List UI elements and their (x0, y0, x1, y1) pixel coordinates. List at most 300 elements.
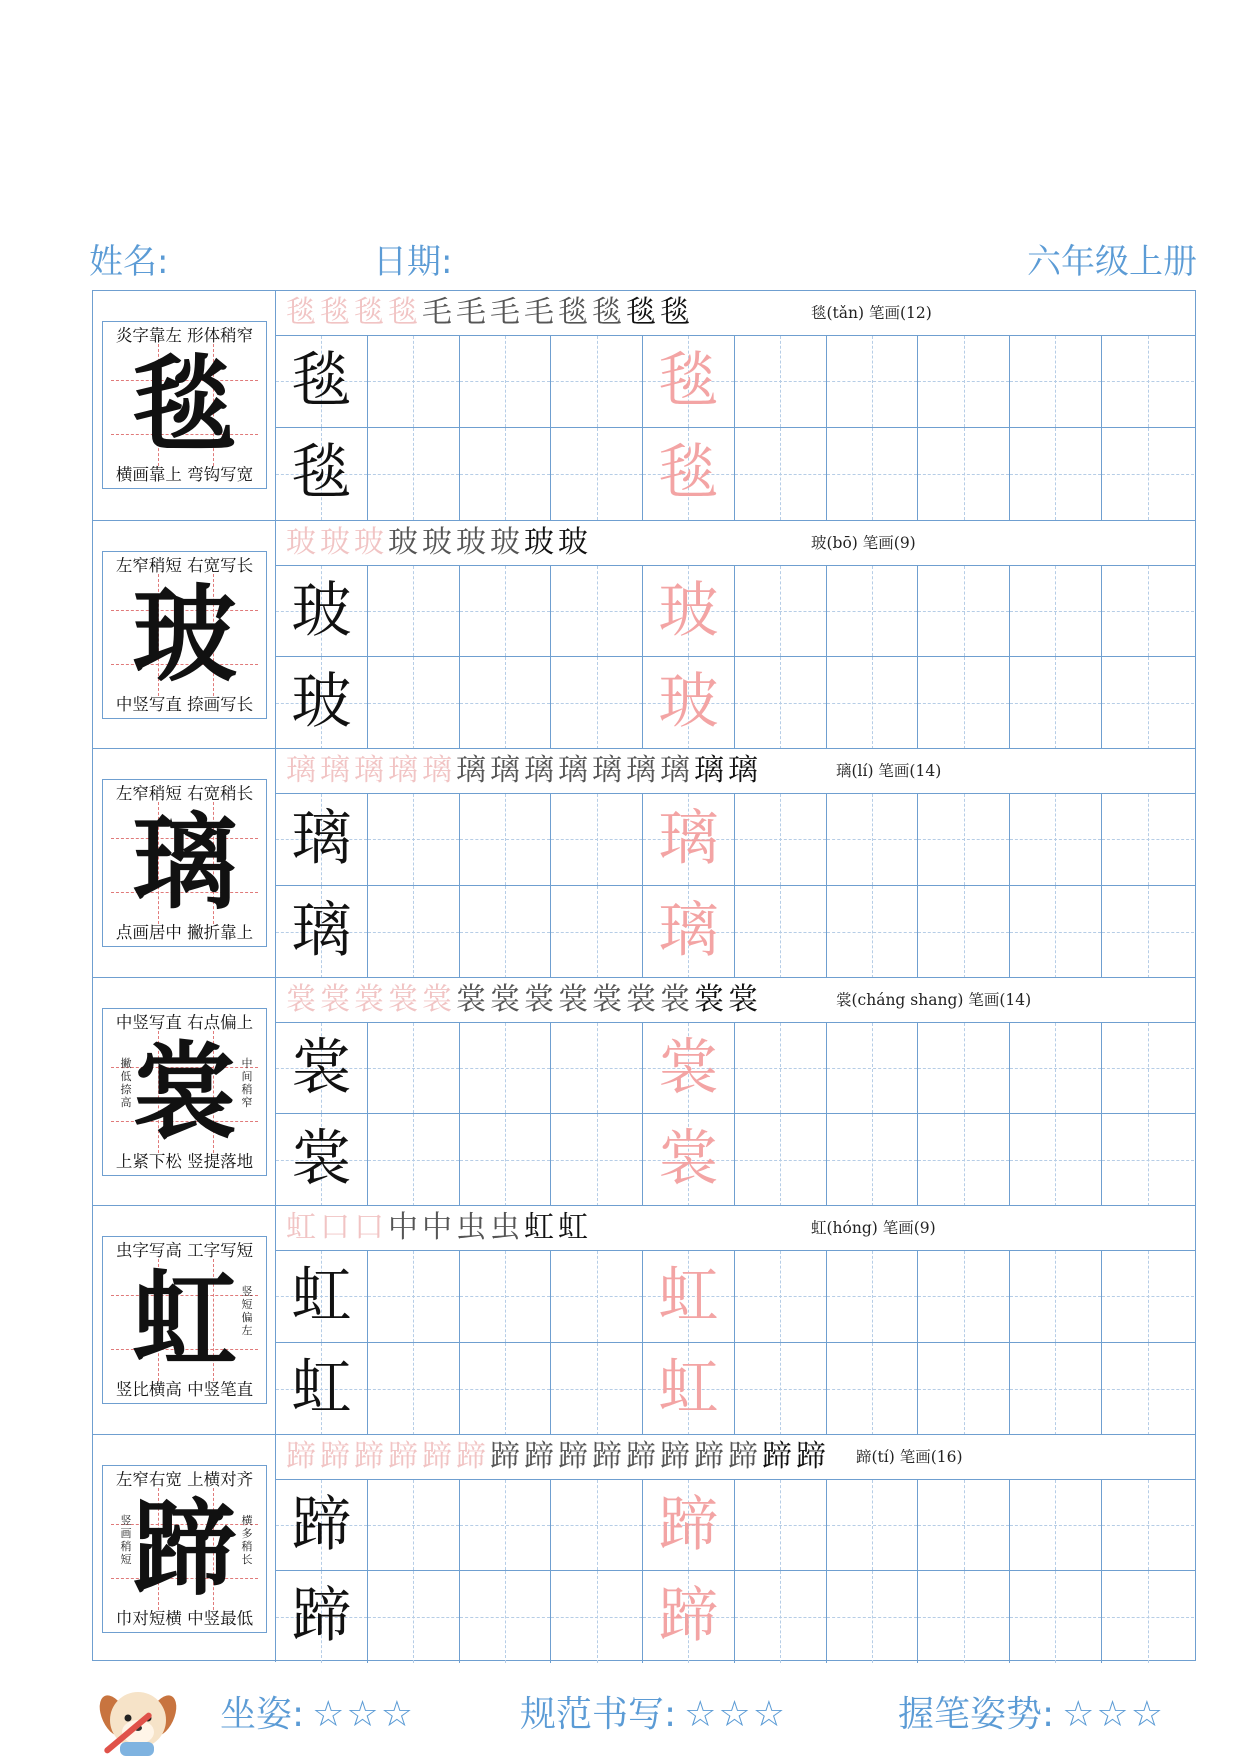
tip-bottom: 竖比横高 中竖笔直 (115, 1380, 254, 1399)
tian-grid-cell[interactable] (368, 566, 460, 657)
stroke-sequence (286, 1437, 830, 1477)
example-char: 玻 (291, 575, 352, 646)
tian-grid-cell[interactable] (1102, 1251, 1194, 1342)
tian-grid-cell[interactable] (368, 794, 460, 885)
tian-grid-cell[interactable] (460, 428, 552, 520)
stroke-step: 玻 (320, 524, 350, 560)
tian-grid-cell[interactable] (1010, 1023, 1102, 1114)
tip-top: 左窄稍短 右宽写长 (115, 555, 254, 575)
stroke-step: 玻 (524, 524, 554, 560)
practice-area (276, 749, 1195, 977)
trace-char: 裳 (658, 1124, 719, 1195)
stroke-order-strip (276, 978, 1195, 1023)
tian-grid-cell[interactable] (1010, 657, 1102, 749)
tian-grid-cell[interactable] (918, 1251, 1010, 1342)
example-char: 毯 (291, 437, 352, 508)
trace-char: 璃 (658, 895, 719, 966)
tian-grid-cell[interactable] (1010, 1343, 1102, 1435)
char-block (93, 977, 1195, 1206)
model-card (102, 1236, 267, 1404)
practice-grid (276, 566, 1195, 750)
practice-row (276, 336, 1195, 428)
stroke-step: 毯 (354, 295, 384, 330)
tian-grid-cell[interactable] (1010, 886, 1102, 978)
grade-label: 六年级上册 (1027, 242, 1197, 282)
tian-grid-cell[interactable] (551, 1251, 643, 1342)
pinyin-stroke-count: 裳(cháng shang) 笔画(14) (836, 990, 1032, 1009)
writing-label: 规范书写: (520, 1694, 677, 1735)
practice-grid (276, 1023, 1195, 1207)
tian-grid-cell[interactable] (368, 1480, 460, 1571)
tian-grid-cell[interactable] (1102, 1114, 1194, 1206)
tian-grid-cell[interactable] (1102, 566, 1194, 657)
tian-grid-cell[interactable] (918, 428, 1010, 520)
stroke-step: 璃 (388, 753, 418, 788)
tian-grid-cell[interactable] (918, 1023, 1010, 1114)
stroke-step: 璃 (456, 753, 486, 788)
char-block (93, 520, 1195, 749)
char-block (93, 748, 1195, 977)
tian-grid-cell[interactable] (918, 1480, 1010, 1571)
pinyin-stroke-count: 蹄(tí) 笔画(16) (856, 1447, 963, 1466)
stroke-step: 裳 (388, 981, 418, 1017)
model-card (102, 321, 267, 489)
tian-grid-cell[interactable] (1102, 794, 1194, 885)
tian-grid-cell[interactable] (551, 886, 643, 978)
tian-grid-cell[interactable] (735, 794, 827, 885)
tian-grid-cell[interactable] (551, 428, 643, 520)
trace-char: 裳 (658, 1032, 719, 1103)
tian-grid-cell[interactable] (735, 657, 827, 749)
practice-row (276, 428, 1195, 520)
tian-grid-cell[interactable] (827, 428, 919, 520)
tian-grid-cell[interactable] (551, 566, 643, 657)
tian-grid-cell[interactable] (460, 1114, 552, 1206)
tian-grid-cell[interactable] (551, 1023, 643, 1114)
stroke-step: 裳 (660, 981, 690, 1017)
stroke-order-strip (276, 521, 1195, 566)
side-tip-left: 撇低捺高 (120, 1056, 132, 1109)
tian-grid-cell[interactable] (276, 428, 368, 520)
pinyin-stroke-count: 毯(tǎn) 笔画(12) (811, 304, 932, 322)
trace-char: 蹄 (658, 1581, 719, 1652)
tian-grid-cell[interactable] (735, 566, 827, 657)
stroke-step: 蹄 (626, 1438, 656, 1474)
stroke-step: 蹄 (354, 1438, 384, 1474)
stroke-step: 裳 (558, 981, 588, 1017)
stroke-order-strip (276, 1206, 1195, 1251)
writing-stars[interactable]: ☆☆☆ (684, 1694, 787, 1735)
tian-grid-cell[interactable] (1010, 428, 1102, 520)
tian-grid-cell[interactable] (460, 886, 552, 978)
stroke-step: 毛 (456, 295, 486, 330)
pinyin-stroke-count: 璃(lí) 笔画(14) (836, 762, 942, 780)
example-char: 蹄 (291, 1581, 352, 1652)
tip-bottom: 巾对短横 中竖最低 (115, 1608, 254, 1628)
practice-row (276, 657, 1195, 749)
tian-grid-cell[interactable] (827, 1023, 919, 1114)
tian-grid-cell[interactable] (368, 1571, 460, 1663)
tian-grid-cell[interactable] (643, 1480, 735, 1571)
side-tip-right: 竖短偏左 (241, 1285, 253, 1337)
tip-top: 炎字靠左 形体稍窄 (115, 326, 254, 345)
model-panel (93, 521, 276, 749)
stroke-step: 口 (320, 1210, 350, 1245)
stroke-step: 虫 (490, 1210, 520, 1245)
tian-grid-cell[interactable] (643, 1114, 735, 1206)
char-block (93, 291, 1195, 520)
trace-char: 毯 (658, 346, 719, 416)
tian-grid-cell[interactable] (368, 657, 460, 749)
stroke-step: 璃 (422, 753, 452, 788)
practice-row (276, 1251, 1195, 1343)
stroke-step: 口 (354, 1210, 384, 1245)
practice-grid (276, 1251, 1195, 1435)
tian-grid-cell[interactable] (551, 657, 643, 749)
tian-grid-cell[interactable] (735, 1251, 827, 1342)
stroke-step: 裳 (592, 981, 622, 1017)
trace-char: 玻 (658, 667, 719, 738)
stroke-step: 蹄 (388, 1438, 418, 1474)
tian-grid-cell[interactable] (368, 1251, 460, 1342)
stroke-step: 裳 (354, 981, 384, 1017)
tian-grid-cell[interactable] (1010, 1251, 1102, 1342)
practice-grid (276, 1480, 1195, 1664)
tip-top: 虫字写高 工字写短 (115, 1241, 254, 1260)
tian-grid-cell[interactable] (460, 1251, 552, 1342)
posture-rating (220, 1685, 415, 1745)
stroke-step: 毛 (422, 295, 452, 330)
tian-grid-cell[interactable] (460, 1480, 552, 1571)
example-char: 毯 (291, 346, 352, 416)
tip-bottom: 横画靠上 弯钩写宽 (115, 465, 254, 484)
tian-grid-cell[interactable] (827, 566, 919, 657)
tian-grid-cell[interactable] (460, 566, 552, 657)
tian-grid-cell[interactable] (1010, 1114, 1102, 1206)
tian-grid-cell[interactable] (643, 794, 735, 885)
tian-grid-cell[interactable] (827, 886, 919, 978)
model-char: 毯 (132, 343, 237, 466)
grip-rating (898, 1685, 1165, 1745)
tian-grid-cell[interactable] (460, 1343, 552, 1435)
tian-grid-cell[interactable] (460, 1571, 552, 1663)
tian-grid-cell[interactable] (551, 794, 643, 885)
practice-grid (276, 336, 1195, 520)
tian-grid-cell[interactable] (643, 428, 735, 520)
stroke-step: 璃 (320, 753, 350, 788)
tian-grid-cell[interactable] (1010, 1480, 1102, 1571)
stroke-step: 蹄 (592, 1438, 622, 1474)
tian-grid-cell[interactable] (368, 1023, 460, 1114)
stroke-step: 璃 (728, 753, 758, 788)
tian-grid-cell[interactable] (643, 1023, 735, 1114)
tian-grid-cell[interactable] (735, 1480, 827, 1571)
stroke-step: 裳 (490, 981, 520, 1017)
tip-bottom: 中竖写直 捺画写长 (115, 694, 254, 714)
tian-grid-cell[interactable] (1102, 1480, 1194, 1571)
model-card (102, 1008, 267, 1176)
stroke-step: 玻 (388, 524, 418, 560)
tian-grid-cell[interactable] (735, 1571, 827, 1663)
tian-grid-cell[interactable] (1102, 657, 1194, 749)
tian-grid-cell[interactable] (827, 794, 919, 885)
tip-top: 左窄稍短 右宽稍长 (115, 784, 254, 803)
stroke-step: 璃 (524, 753, 554, 788)
tian-grid-cell[interactable] (1102, 428, 1194, 520)
stroke-step: 璃 (490, 753, 520, 788)
tian-grid-cell[interactable] (368, 1343, 460, 1435)
stroke-step: 中 (422, 1210, 452, 1245)
stroke-step: 璃 (354, 753, 384, 788)
tian-grid-cell[interactable] (276, 336, 368, 427)
model-panel (93, 749, 276, 977)
stroke-step: 虹 (286, 1210, 316, 1245)
example-char: 裳 (291, 1124, 352, 1195)
example-char: 虹 (291, 1352, 352, 1423)
practice-area (276, 978, 1195, 1206)
practice-row (276, 794, 1195, 886)
practice-row (276, 1343, 1195, 1435)
practice-grid (276, 794, 1195, 978)
tian-grid-cell[interactable] (1102, 336, 1194, 427)
practice-row (276, 1480, 1195, 1572)
stroke-sequence (286, 523, 592, 563)
tian-grid-cell[interactable] (276, 1480, 368, 1571)
tian-grid-cell[interactable] (276, 657, 368, 749)
stroke-step: 蹄 (694, 1438, 724, 1474)
puppy-mascot-icon (90, 1676, 186, 1756)
example-char: 玻 (291, 667, 352, 738)
model-char: 虹 (132, 1258, 237, 1381)
stroke-step: 裳 (626, 981, 656, 1017)
tian-grid-cell[interactable] (1102, 1571, 1194, 1663)
tian-grid-cell[interactable] (735, 886, 827, 978)
stroke-step: 裳 (694, 981, 724, 1017)
tian-grid-cell[interactable] (643, 1251, 735, 1342)
tian-grid-cell[interactable] (1010, 1571, 1102, 1663)
model-card (102, 779, 267, 947)
tian-grid-cell[interactable] (276, 886, 368, 978)
stroke-step: 蹄 (558, 1438, 588, 1474)
tian-grid-cell[interactable] (368, 336, 460, 427)
stroke-step: 毯 (660, 295, 690, 330)
stroke-step: 璃 (694, 753, 724, 788)
tian-grid-cell[interactable] (276, 1571, 368, 1663)
tian-grid-cell[interactable] (827, 1251, 919, 1342)
stroke-step: 毛 (524, 295, 554, 330)
stroke-step: 虹 (558, 1210, 588, 1245)
stroke-step: 裳 (456, 981, 486, 1017)
tian-grid-cell[interactable] (643, 1571, 735, 1663)
stroke-step: 璃 (626, 753, 656, 788)
tian-grid-cell[interactable] (551, 1480, 643, 1571)
char-block (93, 1205, 1195, 1434)
stroke-step: 毯 (558, 295, 588, 330)
tian-grid-cell[interactable] (827, 1114, 919, 1206)
tian-grid-cell[interactable] (735, 1023, 827, 1114)
tian-grid-cell[interactable] (735, 1114, 827, 1206)
char-block (93, 1434, 1195, 1663)
stroke-step: 毯 (388, 295, 418, 330)
stroke-step: 毯 (626, 295, 656, 330)
stroke-step: 虹 (524, 1210, 554, 1245)
stroke-step: 蹄 (422, 1438, 452, 1474)
tian-grid-cell[interactable] (735, 1343, 827, 1435)
practice-row (276, 1023, 1195, 1115)
tian-grid-cell[interactable] (460, 657, 552, 749)
example-char: 虹 (291, 1261, 352, 1331)
stroke-step: 玻 (286, 524, 316, 560)
stroke-step: 裳 (286, 981, 316, 1017)
trace-char: 虹 (658, 1261, 719, 1331)
tip-bottom: 上紧下松 竖提落地 (115, 1151, 254, 1171)
posture-label: 坐姿: (220, 1694, 305, 1735)
tian-grid-cell[interactable] (827, 657, 919, 749)
stroke-step: 蹄 (456, 1438, 486, 1474)
trace-char: 璃 (658, 804, 719, 874)
stroke-step: 毛 (490, 295, 520, 330)
stroke-step: 玻 (456, 524, 486, 560)
tian-grid-cell[interactable] (918, 886, 1010, 978)
stroke-step: 虫 (456, 1210, 486, 1245)
stroke-step: 玻 (422, 524, 452, 560)
tian-grid-cell[interactable] (551, 1343, 643, 1435)
tian-grid-cell[interactable] (460, 336, 552, 427)
stroke-step: 裳 (320, 981, 350, 1017)
tian-grid-cell[interactable] (735, 336, 827, 427)
model-panel (93, 1435, 276, 1663)
tip-top: 中竖写直 右点偏上 (115, 1012, 254, 1032)
tian-grid-cell[interactable] (735, 428, 827, 520)
tian-grid-cell[interactable] (276, 1114, 368, 1206)
tian-grid-cell[interactable] (827, 336, 919, 427)
posture-stars[interactable]: ☆☆☆ (312, 1694, 415, 1735)
model-card (102, 1465, 267, 1633)
tian-grid-cell[interactable] (643, 566, 735, 657)
tian-grid-cell[interactable] (276, 794, 368, 885)
stroke-step: 蹄 (728, 1438, 758, 1474)
tian-grid-cell[interactable] (918, 566, 1010, 657)
tian-grid-cell[interactable] (827, 1480, 919, 1571)
stroke-step: 裳 (524, 981, 554, 1017)
trace-char: 玻 (658, 575, 719, 646)
model-char: 璃 (132, 801, 237, 924)
tian-grid-cell[interactable] (643, 657, 735, 749)
stroke-step: 蹄 (762, 1438, 792, 1474)
tian-grid-cell[interactable] (827, 1571, 919, 1663)
practice-row (276, 886, 1195, 978)
pinyin-stroke-count: 玻(bō) 笔画(9) (811, 533, 916, 552)
practice-area (276, 521, 1195, 749)
practice-area (276, 291, 1195, 520)
tian-grid-cell[interactable] (918, 1571, 1010, 1663)
stroke-step: 璃 (660, 753, 690, 788)
model-card (102, 551, 267, 719)
tip-bottom: 点画居中 撇折靠上 (115, 923, 254, 942)
stroke-sequence (286, 1208, 592, 1248)
tian-grid-cell[interactable] (368, 886, 460, 978)
tian-grid-cell[interactable] (827, 1343, 919, 1435)
stroke-step: 玻 (558, 524, 588, 560)
tip-top: 左窄右宽 上横对齐 (115, 1469, 254, 1489)
tian-grid-cell[interactable] (1102, 1343, 1194, 1435)
side-tip-right: 中间稍窄 (241, 1056, 253, 1109)
tian-grid-cell[interactable] (276, 1251, 368, 1342)
model-panel (93, 978, 276, 1206)
model-char: 玻 (132, 572, 237, 696)
side-tip-right: 横多稍长 (241, 1513, 253, 1566)
stroke-step: 毯 (592, 295, 622, 330)
tian-grid-cell[interactable] (1010, 794, 1102, 885)
tian-grid-cell[interactable] (551, 336, 643, 427)
tian-grid-cell[interactable] (460, 1023, 552, 1114)
model-char: 蹄 (132, 1486, 237, 1610)
tian-grid-cell[interactable] (918, 1114, 1010, 1206)
stroke-step: 璃 (592, 753, 622, 788)
example-char: 蹄 (291, 1489, 352, 1560)
practice-row (276, 1114, 1195, 1206)
tian-grid-cell[interactable] (918, 657, 1010, 749)
tian-grid-cell[interactable] (276, 1023, 368, 1114)
example-char: 裳 (291, 1032, 352, 1103)
stroke-step: 毯 (320, 295, 350, 330)
trace-char: 蹄 (658, 1489, 719, 1560)
tian-grid-cell[interactable] (918, 336, 1010, 427)
stroke-order-strip (276, 291, 1195, 336)
stroke-step: 玻 (490, 524, 520, 560)
practice-area (276, 1206, 1195, 1434)
trace-char: 毯 (658, 437, 719, 508)
tian-grid-cell[interactable] (643, 886, 735, 978)
model-panel (93, 1206, 276, 1434)
tian-grid-cell[interactable] (918, 1343, 1010, 1435)
tian-grid-cell[interactable] (368, 428, 460, 520)
stroke-step: 毯 (286, 295, 316, 330)
tian-grid-cell[interactable] (368, 1114, 460, 1206)
tian-grid-cell[interactable] (1010, 566, 1102, 657)
tian-grid-cell[interactable] (643, 1343, 735, 1435)
practice-row (276, 1571, 1195, 1663)
tian-grid-cell[interactable] (460, 794, 552, 885)
stroke-step: 蹄 (320, 1438, 350, 1474)
stroke-order-strip (276, 1435, 1195, 1480)
grip-label: 握笔姿势: (898, 1694, 1055, 1735)
tian-grid-cell[interactable] (1010, 336, 1102, 427)
practice-area (276, 1435, 1195, 1663)
stroke-step: 中 (388, 1210, 418, 1245)
tian-grid-cell[interactable] (1102, 1023, 1194, 1114)
stroke-step: 蹄 (524, 1438, 554, 1474)
tian-grid-cell[interactable] (551, 1571, 643, 1663)
example-char: 璃 (291, 895, 352, 966)
tian-grid-cell[interactable] (1102, 886, 1194, 978)
tian-grid-cell[interactable] (918, 794, 1010, 885)
writing-rating (520, 1685, 787, 1745)
stroke-step: 蹄 (796, 1438, 826, 1474)
trace-char: 虹 (658, 1352, 719, 1423)
tian-grid-cell[interactable] (276, 1343, 368, 1435)
grip-stars[interactable]: ☆☆☆ (1062, 1694, 1165, 1735)
practice-row (276, 566, 1195, 658)
stroke-step: 裳 (728, 981, 758, 1017)
tian-grid-cell[interactable] (276, 566, 368, 657)
model-char: 裳 (132, 1029, 237, 1153)
stroke-step: 璃 (558, 753, 588, 788)
tian-grid-cell[interactable] (551, 1114, 643, 1206)
tian-grid-cell[interactable] (643, 336, 735, 427)
stroke-sequence (286, 751, 762, 791)
side-tip-left: 竖画稍短 (120, 1513, 132, 1566)
